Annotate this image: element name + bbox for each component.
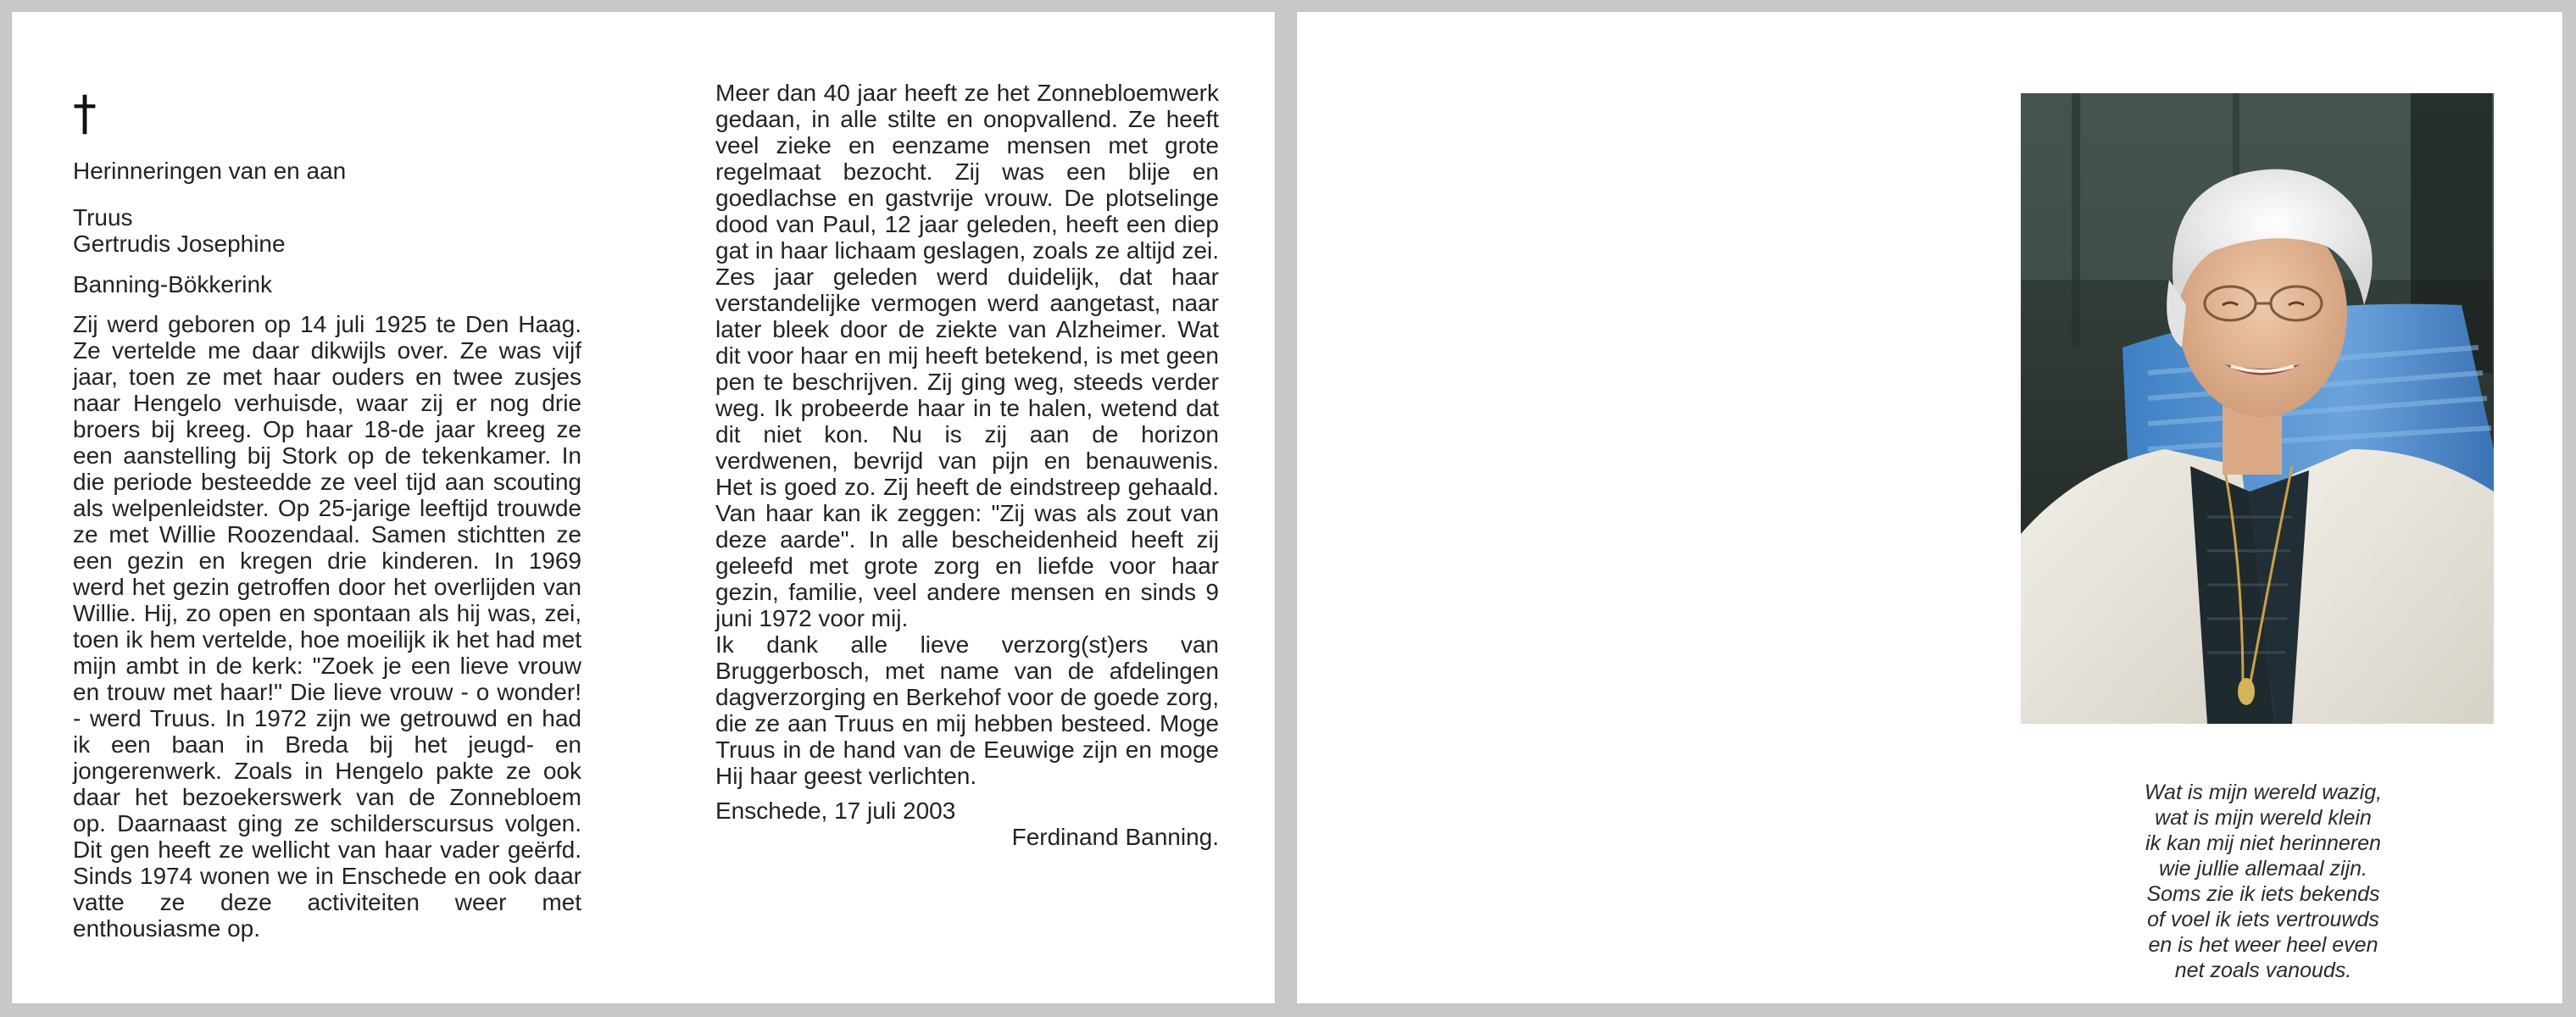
given-names: Gertrudis Josephine <box>73 231 286 257</box>
poem-line: wat is mijn wereld klein <box>2155 806 2372 830</box>
poem-line: of voel ik iets vertrouwds <box>2147 908 2379 931</box>
first-name: Truus <box>73 204 133 231</box>
portrait-photo <box>2021 93 2494 724</box>
cross-icon: † <box>73 86 97 142</box>
poem <box>1971 780 2556 983</box>
biography-continued: Meer dan 40 jaar heeft ze het Zonnebloemwerk gedaan, in alle stilte en onopvallend. Ze heeft veel zieke en eenzame mensen met grote regelmaat bezocht. Zij was een blije en goedlachse en gastvrije vrouw. De plotselinge dood van Paul, 12 jaar geleden, heeft een diep gat in haar lichaam geslagen, zoals ze altijd zei. Zes jaar geleden werd duidelijk, dat haar verstandelijke vermogen werd aangetast, naar later bleek door de ziekte van Alzheimer. Wat dit voor haar en mij heeft betekend, is met geen pen te beschrijven. Zij ging weg, steeds verder weg. Ik probeerde haar in te halen, wetend dat dit niet kon. Nu is zij aan de horizon verdwenen, bevrijd van pijn en benauwenis. Het is goed zo. Zij heeft de eindstreep gehaald. Van haar kan ik zeggen: "Zij was als zout van deze aarde". In alle bescheidenheid heeft zij geleefd met grote zorg en liefde voor haar gezin, familie, veel andere mensen en sinds 9 juni 1972 voor mij. <box>715 80 1219 631</box>
card-right-page <box>1297 12 2562 1003</box>
place-date: Enschede, 17 juli 2003 <box>715 797 956 824</box>
biography-text: Zij werd geboren op 14 juli 1925 te Den Haag. Ze vertelde me daar dikwijls over. Ze was vijf jaar, toen ze met haar ouders en twee zusjes naar Hengelo verhuisde, waar zij er nog drie broers bij kreeg. Op haar 18-de jaar kreeg ze een aanstelling bij Stork op de tekenkamer. In die periode besteedde ze veel tijd aan scouting als welpenleidster. Op 25-jarige leeftijd trouwde ze met Willie Roozendaal. Samen stichtten ze een gezin en kregen drie kinderen. In 1969 werd het gezin getroffen door het overlijden van Willie. Hij, zo open en spontaan als hij was, zei, toen ik hem vertelde, hoe moeilijk ik het had met mijn ambt in de kerk: "Zoek je een lieve vrouw en trouw met haar!" Die lieve vrouw - o wonder! - werd Truus. In 1972 zijn we getrouwd en had ik een baan in Breda bij het jeugd- en jongerenwerk. Zoals in Hengelo pakte ze ook daar het bezoekerswerk van de Zonnebloem op. Daarnaast ging ze schilderscursus volgen. Dit gen heeft ze wellicht van haar vader geërfd. Sinds 1974 wonen we in Enschede en ook daar vatte ze deze activiteiten weer met enthousiasme op. <box>73 311 581 942</box>
signature: Ferdinand Banning. <box>1011 824 1219 850</box>
poem-line: ik kan mij niet herinneren <box>2145 831 2381 855</box>
poem-line: wie jullie allemaal zijn. <box>2159 857 2367 881</box>
intro-heading: Herinneringen van en aan <box>73 158 347 184</box>
poem-line: net zoals vanouds. <box>2174 959 2352 982</box>
poem-line: en is het weer heel even <box>2148 933 2378 957</box>
portrait-illustration <box>2021 93 2494 724</box>
text-column-left <box>73 37 581 942</box>
card-left-page <box>12 12 1275 1003</box>
surname: Banning-Bökkerink <box>73 271 273 297</box>
text-column-right <box>715 80 1219 850</box>
thanks-paragraph: Ik dank alle lieve verzorg(st)ers van Bruggerbosch, met name van de afdelingen dagverzorging en Berkehof voor de goede zorg, die ze aan Truus en mij hebben besteed. Moge Truus in de hand van de Eeuwige zijn en moge Hij haar geest verlichten. <box>715 631 1219 789</box>
poem-line: Soms zie ik iets bekends <box>2146 882 2380 906</box>
poem-line: Wat is mijn wereld wazig, <box>2144 781 2383 804</box>
